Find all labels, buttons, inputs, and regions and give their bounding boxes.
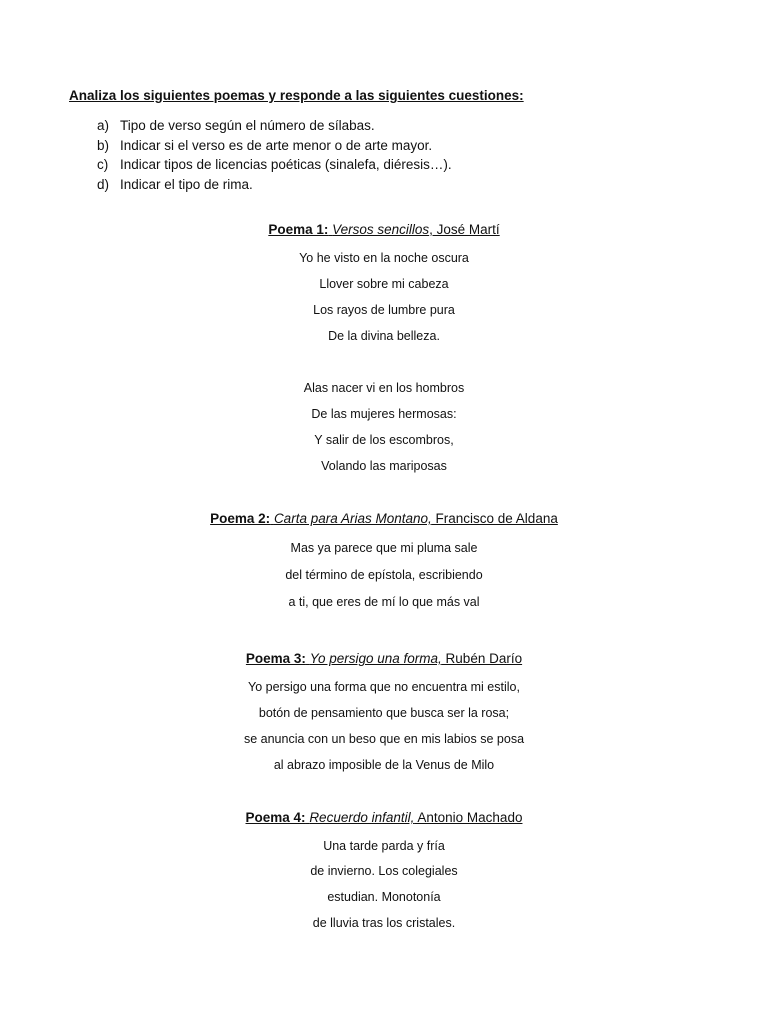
question-item: [97, 136, 452, 156]
poem-label: Poema 1:: [268, 222, 329, 237]
verse-line: Mas ya parece que mi pluma sale: [290, 541, 478, 555]
verse-line: de invierno. Los colegiales: [310, 864, 458, 878]
question-text: Indicar si el verso es de arte menor o de arte mayor.: [120, 137, 433, 153]
poem-1-title: [0, 222, 768, 237]
poem-author: , José Martí: [429, 222, 500, 237]
verse-line: Los rayos de lumbre pura: [313, 303, 455, 317]
poem-work: Versos sencillos: [332, 222, 430, 237]
verse-line: de lluvia tras los cristales.: [312, 916, 456, 930]
verse-line: De las mujeres hermosas:: [311, 407, 457, 421]
verse-line: Una tarde parda y fría: [323, 839, 445, 853]
verse-line: Yo persigo una forma que no encuentra mi estilo,: [248, 680, 520, 694]
verse-line: a ti, que eres de mí lo que más val: [288, 595, 480, 609]
poem-4-title: [0, 810, 768, 825]
question-text: Tipo de verso según el número de sílabas.: [120, 118, 375, 133]
poem-2-title: [0, 511, 768, 526]
verse-line: Yo he visto en la noche oscura: [299, 251, 469, 265]
verse-line: Llover sobre mi cabeza: [319, 277, 449, 291]
verse-line: del término de epístola, escribiendo: [285, 568, 483, 582]
question-item: [97, 155, 452, 175]
question-marker: a): [97, 118, 110, 133]
poem-work: Recuerdo infantil,: [309, 810, 415, 825]
poem-label: Poema 2:: [210, 511, 271, 526]
poem-work: Yo persigo una forma,: [309, 651, 442, 666]
question-marker: b): [97, 137, 110, 153]
verse-line: estudian. Monotonía: [327, 890, 441, 904]
poem-3-title: [0, 651, 768, 666]
instructions-heading: Analiza los siguientes poemas y responde a las siguientes cuestiones:: [69, 88, 524, 103]
poem-label: Poema 3:: [245, 651, 306, 666]
poem-label: Poema 4:: [245, 810, 306, 825]
question-text: Indicar tipos de licencias poéticas (sinalefa, diéresis…).: [120, 157, 452, 172]
question-marker: d): [97, 176, 110, 192]
verse-line: Alas nacer vi en los hombros: [303, 381, 465, 395]
poem-author: Francisco de Aldana: [431, 511, 558, 526]
verse-line: De la divina belleza.: [328, 329, 440, 343]
questions-list: [97, 116, 452, 194]
question-item: [97, 175, 452, 195]
poem-work: Carta para Arias Montano,: [273, 511, 432, 526]
verse-line: botón de pensamiento que busca ser la rosa;: [258, 706, 510, 720]
verse-line: Volando las mariposas: [321, 459, 447, 473]
poem-author: Antonio Machado: [414, 810, 523, 825]
question-item: [97, 116, 452, 136]
question-text: Indicar el tipo de rima.: [120, 176, 253, 192]
verse-line: se anuncia con un beso que en mis labios se posa: [243, 732, 525, 746]
question-marker: c): [97, 157, 109, 172]
verse-line: Y salir de los escombros,: [314, 433, 454, 447]
poem-author: Rubén Darío: [441, 651, 523, 666]
verse-line: al abrazo imposible de la Venus de Milo: [273, 758, 495, 772]
